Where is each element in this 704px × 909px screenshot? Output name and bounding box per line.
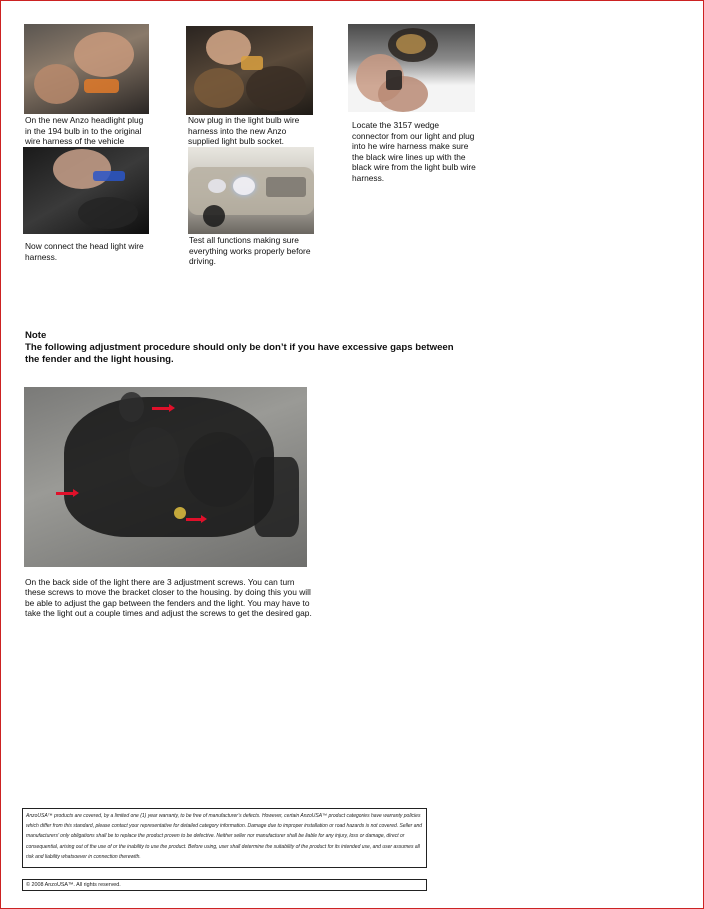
step4-photo	[23, 147, 149, 234]
note-title: Note	[25, 330, 47, 341]
adjust-arrow-bottom	[186, 518, 202, 521]
adjust-arrow-left	[56, 492, 74, 495]
note-block	[25, 330, 455, 366]
step1-photo	[24, 24, 149, 114]
step5-photo	[188, 147, 314, 234]
warranty-text: AnzoUSA™ products are covered, by a limited one (1) year warranty, to be free of manufacturer’s defects. However, certain AnzoUSA™ product categories have warranty policies which differ from this standard, please contact your representative for detailed category information. Damage due to improper installation or road hazards is not covered. Seller and manufacturers’ only obligations shall be to replace the product proven to be defective. Neither seller nor manufacturer shall be liable for any injury, loss or damage, direct or consequential, arising out of the use of or the inability to use the product. Before using, user shall determine the suitability of the product for its intended use, and user assumes all risk and liability whatsoever in connection therewith.	[26, 813, 423, 860]
adjust-arrow-top	[152, 407, 170, 410]
warranty-box	[22, 808, 427, 868]
adjustment-caption: On the back side of the light there are 3 adjustment screws. You can turn these screws to move the bracket closer to the housing. by doing this you will be able to adjust the gap between the fenders and the light. You may have to take the light out a couple times and adjust the screws to get the desired gap.	[25, 577, 312, 619]
step3-photo	[348, 24, 475, 112]
step2-caption: Now plug in the light bulb wire harness into the new Anzo supplied light bulb socket.	[188, 115, 300, 147]
copyright-text: © 2008 AnzoUSA™. All rights reserved.	[26, 882, 121, 888]
adjustment-photo	[24, 387, 307, 567]
note-body: The following adjustment procedure should only be don’t if you have excessive gaps between the fender and the light housing.	[25, 342, 454, 365]
step4-caption: Now connect the head light wire harness.	[25, 241, 144, 262]
step3-caption: Locate the 3157 wedge connector from our light and plug into he wire harness make sure the black wire lines up with the black wire from the light bulb wire harness.	[352, 120, 476, 183]
step2-photo	[186, 26, 313, 115]
copyright-box	[22, 879, 427, 891]
step1-caption: On the new Anzo headlight plug in the 194 bulb in to the original wire harness of the vehicle	[25, 115, 144, 147]
step5-caption: Test all functions making sure everything works properly before driving.	[189, 235, 311, 267]
